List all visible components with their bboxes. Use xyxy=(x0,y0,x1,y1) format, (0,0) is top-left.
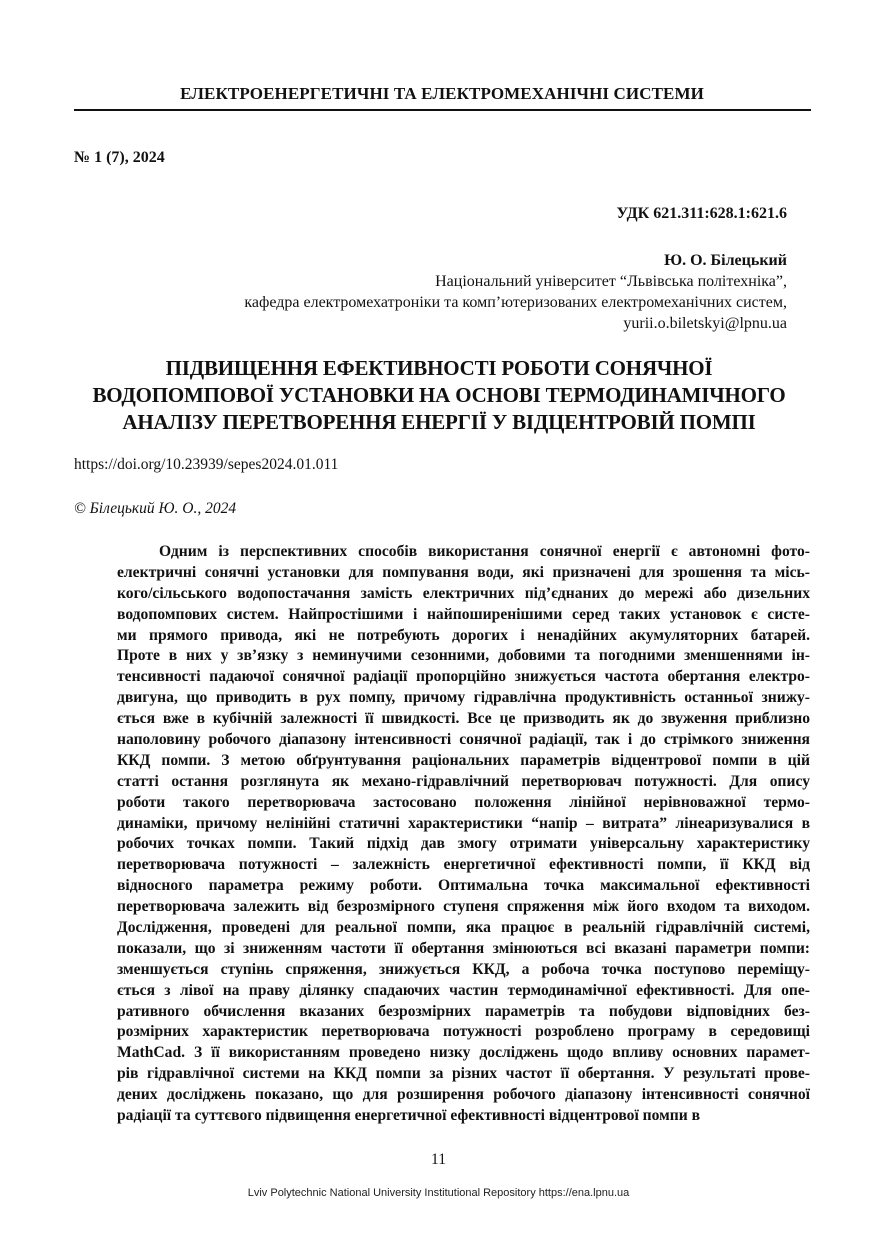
abstract-line: ККД помпи. З метою обґрунтування раціональних параметрів відцентрової помпи в цій xyxy=(117,751,810,769)
author-affiliation-department: кафедра електромехатроніки та комп’ютеризованих електромеханічних систем, xyxy=(244,294,787,311)
abstract-line: радіації та суттєвого підвищення енергетичної ефективності відцентрової помпи в xyxy=(117,1107,701,1125)
abstract xyxy=(117,542,810,1127)
abstract-line: наполовину робочого діапазону інтенсивності сонячної радіації, так і до стрімкого зниження xyxy=(117,731,810,749)
abstract-line: розмірних характеристик перетворювача потужності розроблено програму в середовищі xyxy=(117,1023,810,1041)
abstract-line: кого/сільського водопостачання замість електричних під’єднаних до мережі або дизельних xyxy=(117,584,810,602)
abstract-line: ється вже в кубічній залежності її швидкості. Все це призводить як до звуження приблизно xyxy=(117,710,810,728)
doi-link[interactable]: https://doi.org/10.23939/sepes2024.01.011 xyxy=(74,456,339,473)
title-line: ВОДОПОМПОВОЇ УСТАНОВКИ НА ОСНОВІ ТЕРМОДИНАМІЧНОГО xyxy=(92,383,786,407)
abstract-line: робочих точках помпи. Такий підхід дав змогу отримати універсальну характеристику xyxy=(117,835,810,853)
abstract-line: відносного параметра режиму роботи. Оптимальна точка максимальної ефективності xyxy=(117,877,810,895)
abstract-line: двигуна, що приводить в рух помпу, причому гідравлічна продуктивність останньої знижу- xyxy=(117,689,810,707)
issue-number: № 1 (7), 2024 xyxy=(74,149,165,166)
abstract-line: ми прямого привода, які не потребують дорогих і ненадійних акумуляторних батарей. xyxy=(117,626,810,644)
abstract-line: роботи такого перетворювача застосовано положення лінійної нерівноважної термо- xyxy=(117,793,810,811)
abstract-line: водопомпових систем. Найпростішими і найпоширенішими серед таких установок є систе- xyxy=(117,605,810,623)
abstract-line: Дослідження, проведені для реальної помпи, яка працює в реальній гідравлічній системі, xyxy=(117,919,810,937)
abstract-line: ративного обчислення вказаних безрозмірних параметрів та побудови відповідних без- xyxy=(117,1002,810,1020)
title-line: ПІДВИЩЕННЯ ЕФЕКТИВНОСТІ РОБОТИ СОНЯЧНОЇ xyxy=(165,356,713,380)
abstract-line: дених досліджень показано, що для розширення робочого діапазону інтенсивності сонячної xyxy=(117,1086,810,1104)
copyright-notice: © Білецький Ю. О., 2024 xyxy=(74,500,237,517)
title-line: АНАЛІЗУ ПЕРЕТВОРЕННЯ ЕНЕРГІЇ У ВІДЦЕНТРОВІЙ ПОМПІ xyxy=(122,410,756,434)
abstract-line: показали, що зі зниженням частоти її обертання змінюються всі вказані параметри помпи: xyxy=(117,939,810,957)
abstract-line: електричні сонячні установки для помпування води, які призначені для зрошення та місь- xyxy=(117,563,810,581)
article-title xyxy=(60,355,818,436)
abstract-line: рів гідравлічної системи на ККД помпи за різних частот її обертання. У результаті прове- xyxy=(117,1065,810,1083)
author-email[interactable]: yurii.o.biletskyi@lpnu.ua xyxy=(623,315,787,332)
header-rule xyxy=(74,109,811,111)
abstract-line: Проте в них у зв’язку з неминучими сезонними, добовими та погодними зменшеннями ін- xyxy=(117,647,810,665)
repository-footer: Lviv Polytechnic National University Institutional Repository https://ena.lpnu.ua xyxy=(247,1187,630,1199)
abstract-line: статті остання розглянута як механо-гідравлічний перетворювач потужності. Для опису xyxy=(117,772,810,790)
abstract-line: перетворювача залежить від безрозмірного ступеня спряження між його входом та виходом. xyxy=(117,898,810,916)
page-number: 11 xyxy=(431,1151,446,1168)
author-name: Ю. О. Білецький xyxy=(664,252,787,269)
abstract-line: перетворювача потужності – залежність енергетичної ефективності помпи, її ККД від xyxy=(117,856,810,874)
abstract-line: тенсивності падаючої сонячної радіації пропорційно знижується частота обертання електро- xyxy=(117,668,810,686)
udc-code: УДК 621.311:628.1:621.6 xyxy=(616,205,787,222)
abstract-line: MathCad. З її використанням проведено низку досліджень щодо впливу основних парамет- xyxy=(117,1044,810,1062)
author-affiliation-university: Національний університет “Львівська політехніка”, xyxy=(435,273,787,290)
abstract-line: ється з лівої на праву ділянку спадаючих частин термодинамічної ефективності. Для опе- xyxy=(117,981,810,999)
abstract-line: динаміки, причому нелінійні статичні характеристики “напір – витрата” лінеаризувалися в xyxy=(117,814,810,832)
journal-header: ЕЛЕКТРОЕНЕРГЕТИЧНІ ТА ЕЛЕКТРОМЕХАНІЧНІ СИСТЕМИ xyxy=(180,84,704,103)
abstract-line: зменшується ступінь спряження, знижується ККД, а робоча точка поступово переміщу- xyxy=(117,960,810,978)
abstract-line: Одним із перспективних способів використання сонячної енергії є автономні фото- xyxy=(159,543,810,560)
author-block xyxy=(244,250,787,334)
